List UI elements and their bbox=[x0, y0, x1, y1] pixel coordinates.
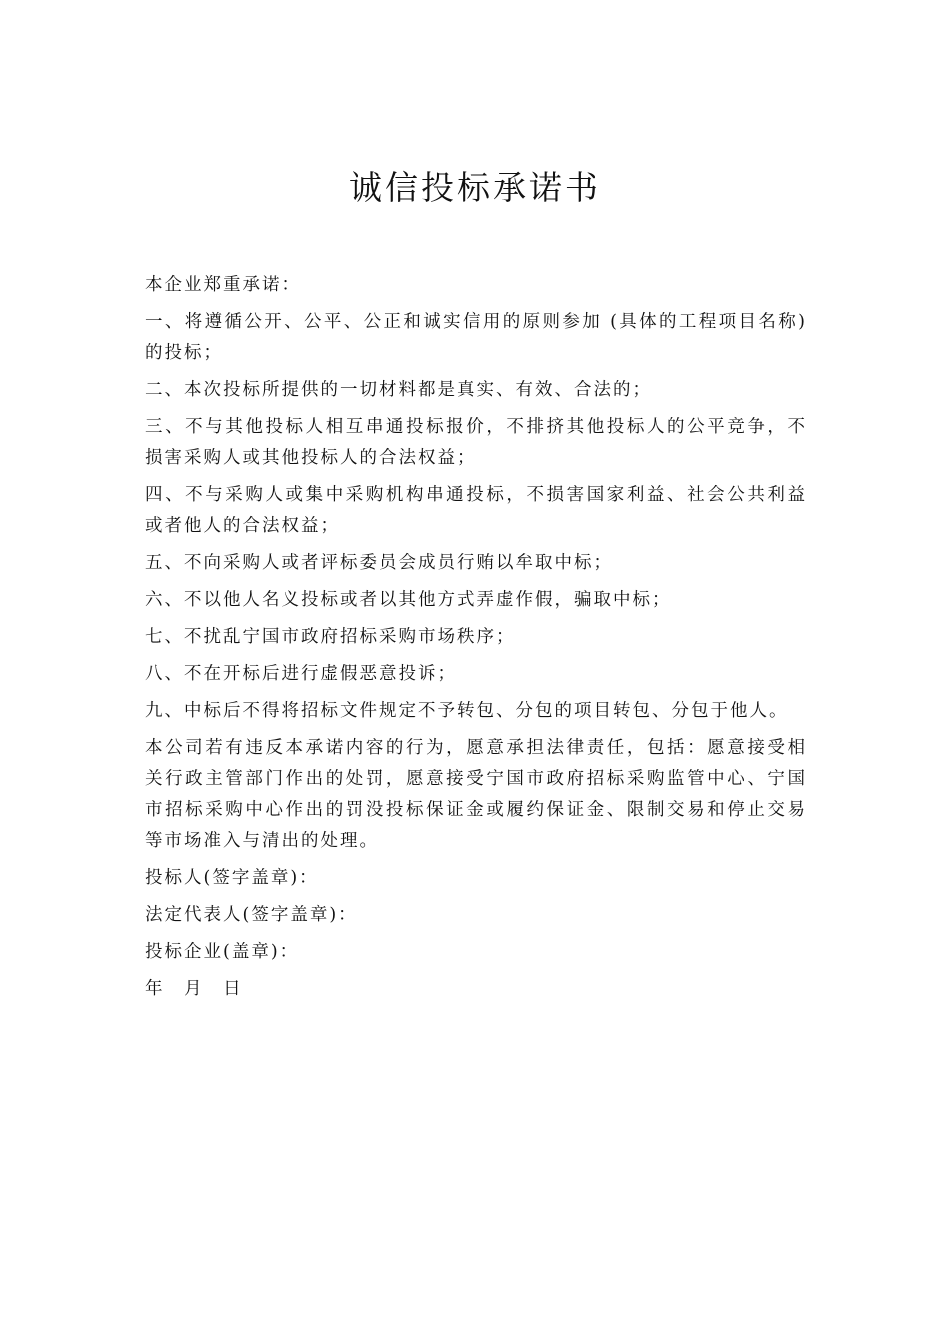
date-line: 年 月 日 bbox=[145, 979, 243, 999]
commitment-item-6: 六、不以他人名义投标或者以其他方式弄虚作假，骗取中标； bbox=[145, 590, 672, 610]
liability-paragraph: 本公司若有违反本承诺内容的行为，愿意承担法律责任，包括：愿意接受相关行政主管部门作出的处罚，愿意接受宁国市政府招标采购监管中心、宁国市招标采购中心作出的罚没投标保证金或履约保证金、限制交易和停止交易等市场准入与清出的处理。 bbox=[145, 738, 807, 851]
legal-representative-signature-line: 法定代表人(签字盖章)： bbox=[145, 905, 358, 925]
commitment-item-2: 二、本次投标所提供的一切材料都是真实、有效、合法的； bbox=[145, 380, 652, 400]
bidding-enterprise-seal-line: 投标企业(盖章)： bbox=[145, 942, 300, 962]
commitment-item-3: 三、不与其他投标人相互串通投标报价，不排挤其他投标人的公平竞争，不损害采购人或其他投标人的合法权益； bbox=[145, 417, 807, 468]
commitment-item-7: 七、不扰乱宁国市政府招标采购市场秩序； bbox=[145, 627, 516, 647]
commitment-item-9: 九、中标后不得将招标文件规定不予转包、分包的项目转包、分包于他人。 bbox=[145, 701, 789, 721]
document-body bbox=[145, 270, 807, 1005]
commitment-item-5: 五、不向采购人或者评标委员会成员行贿以牟取中标； bbox=[145, 553, 613, 573]
bidder-signature-line: 投标人(签字盖章)： bbox=[145, 868, 319, 888]
commitment-item-4: 四、不与采购人或集中采购机构串通投标，不损害国家利益、社会公共利益或者他人的合法权益； bbox=[145, 485, 807, 536]
commitment-item-8: 八、不在开标后进行虚假恶意投诉； bbox=[145, 664, 457, 684]
document-title: 诚信投标承诺书 bbox=[349, 168, 601, 207]
commitment-item-1: 一、将遵循公开、公平、公正和诚实信用的原则参加 (具体的工程项目名称)的投标； bbox=[145, 312, 807, 363]
intro-paragraph: 本企业郑重承诺： bbox=[145, 275, 301, 295]
